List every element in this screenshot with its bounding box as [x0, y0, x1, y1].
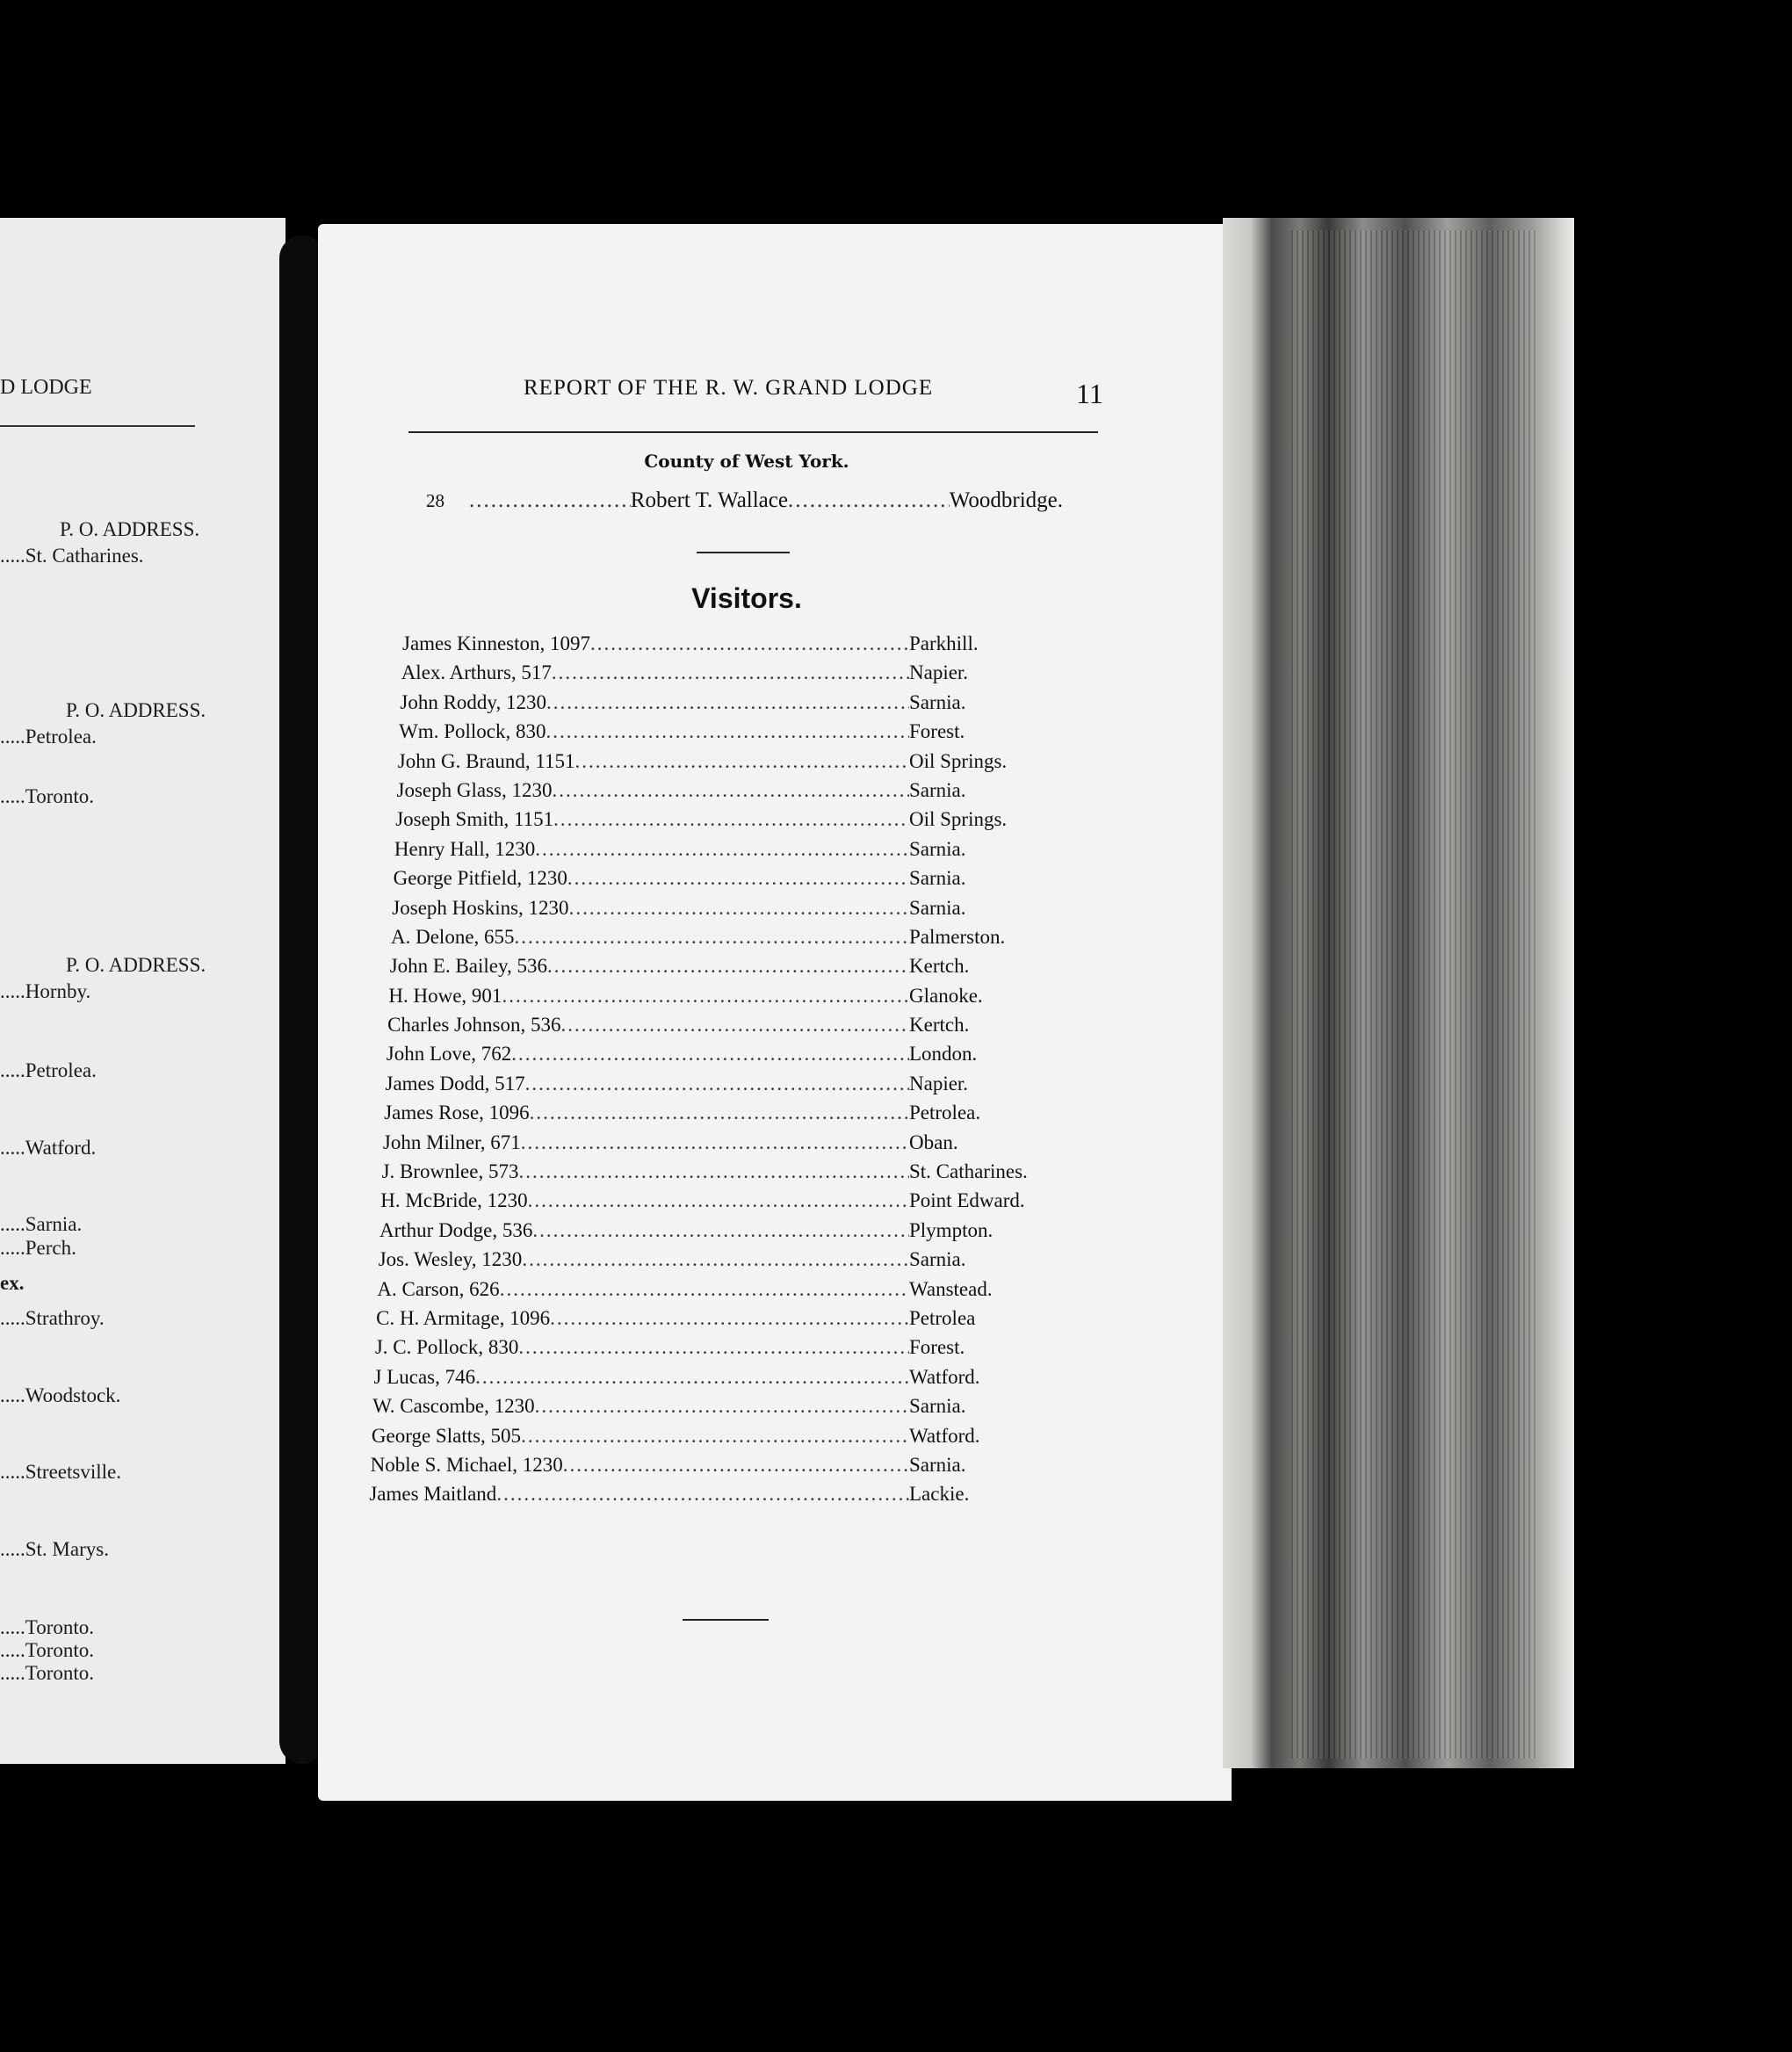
left-fragment: .....Toronto.	[0, 1662, 94, 1684]
leader-dots	[511, 1043, 909, 1066]
leader-dots	[521, 1131, 909, 1154]
visitor-place: Forest.	[909, 720, 965, 743]
visitor-name: C. H. Armitage, 1096	[376, 1306, 551, 1329]
left-fragment: .....Woodstock.	[0, 1384, 121, 1406]
visitor-row	[382, 1160, 1063, 1189]
end-rule	[683, 1619, 769, 1621]
visitor-place: Sarnia.	[909, 867, 966, 890]
left-fragment: .....Perch.	[0, 1237, 76, 1259]
county-entry	[426, 488, 1063, 513]
visitor-place: Forest.	[909, 1336, 965, 1359]
visitor-row	[395, 808, 1063, 837]
leader-dots	[518, 1160, 909, 1183]
leader-dots	[552, 661, 909, 684]
visitor-place: Watford.	[909, 1365, 980, 1388]
visitor-name: Joseph Smith, 1151	[395, 808, 554, 831]
visitor-row	[401, 661, 1063, 690]
visitor-place: St. Catharines.	[909, 1160, 1028, 1183]
leader-dots	[515, 926, 909, 949]
leader-dots	[532, 1219, 909, 1242]
leader-dots	[561, 1014, 909, 1037]
visitor-row	[402, 632, 1063, 661]
left-running-head: D LODGE	[0, 376, 92, 399]
visitor-name: James Dodd, 517	[385, 1072, 525, 1095]
visitor-row	[397, 779, 1064, 808]
county-heading: County of West York.	[644, 451, 849, 472]
left-fragment: .....Streetsville.	[0, 1461, 121, 1483]
visitor-place: Glanoke.	[909, 984, 983, 1007]
visitor-place: Watford.	[909, 1424, 980, 1447]
visitor-name: H. McBride, 1230	[380, 1189, 528, 1212]
visitor-name: George Pitfield, 1230	[393, 867, 567, 890]
member-name: Robert T. Wallace	[630, 488, 788, 512]
visitor-row	[392, 897, 1063, 926]
visitor-row	[379, 1248, 1063, 1277]
left-fragment: .....Watford.	[0, 1137, 97, 1159]
visitor-name: John Love, 762	[386, 1043, 512, 1066]
header-rule	[408, 431, 1098, 433]
visitor-row	[388, 985, 1063, 1014]
leader-dots	[552, 779, 909, 802]
visitor-row	[376, 1307, 1063, 1336]
leader-dots	[525, 1073, 909, 1095]
visitor-place: Palmerston.	[909, 925, 1006, 948]
visitor-row	[394, 838, 1063, 867]
visitor-name: John G. Braund, 1151	[397, 749, 575, 772]
left-fragment: .....Toronto.	[0, 1639, 94, 1661]
visitor-place: Oil Springs.	[909, 808, 1008, 831]
visitor-place: Kertch.	[909, 1014, 970, 1037]
visitor-name: J. C. Pollock, 830	[374, 1336, 519, 1359]
visitor-place: Sarnia.	[909, 837, 966, 860]
visitor-place: Petrolea	[909, 1306, 976, 1329]
visitor-name: Henry Hall, 1230	[394, 837, 536, 860]
leader-dots	[563, 1454, 909, 1477]
left-fragment: .....Petrolea.	[0, 726, 97, 748]
visitor-place: Point Edward.	[909, 1189, 1025, 1212]
visitor-place: Oil Springs.	[909, 749, 1008, 772]
visitor-row	[391, 926, 1063, 955]
leader-dots	[574, 750, 909, 773]
leader-dots	[569, 897, 909, 920]
visitor-name: John Roddy, 1230	[400, 690, 546, 713]
visitor-name: Wm. Pollock, 830	[399, 720, 546, 743]
leader-dots	[518, 1336, 909, 1359]
visitor-place: Petrolea.	[909, 1102, 981, 1124]
left-fragment: .....Petrolea.	[0, 1059, 97, 1081]
left-fragment: P. O. ADDRESS.	[66, 954, 206, 976]
left-fragment: .....Toronto.	[0, 1616, 94, 1638]
visitor-name: Joseph Hoskins, 1230	[392, 896, 569, 919]
left-fragment: P. O. ADDRESS.	[66, 699, 206, 721]
visitor-place: Kertch.	[909, 955, 970, 978]
visitor-name: Noble S. Michael, 1230	[370, 1453, 563, 1476]
visitor-name: J Lucas, 746	[373, 1365, 476, 1388]
page-edge-lines	[1291, 230, 1537, 1759]
visitor-name: Joseph Glass, 1230	[396, 778, 553, 801]
left-facing-page	[0, 218, 285, 1764]
visitor-row	[379, 1219, 1063, 1248]
visitor-row	[386, 1073, 1064, 1102]
left-fragment: .....Sarnia.	[0, 1213, 83, 1235]
visitor-row	[380, 1189, 1063, 1218]
left-fragment: ex.	[0, 1272, 25, 1294]
visitor-name: John Milner, 671	[382, 1131, 521, 1153]
visitor-name: A. Carson, 626	[377, 1277, 500, 1300]
running-head: REPORT OF THE R. W. GRAND LODGE	[524, 376, 934, 400]
visitor-name: Charles Johnson, 536	[387, 1014, 561, 1037]
leader-dots	[528, 1189, 909, 1212]
visitor-row	[400, 691, 1063, 720]
section-divider	[697, 552, 790, 553]
visitor-row	[369, 1483, 1063, 1512]
leader-dots	[500, 1278, 909, 1301]
visitor-name: W. Cascombe, 1230	[372, 1395, 535, 1418]
visitor-name: Jos. Wesley, 1230	[378, 1248, 523, 1271]
visitor-place: Napier.	[909, 661, 969, 684]
leader-dots	[469, 488, 631, 513]
visitor-name: James Kinneston, 1097	[402, 632, 591, 654]
visitor-name: A. Delone, 655	[391, 925, 515, 948]
leader-dots	[567, 867, 909, 890]
left-head-rule	[0, 425, 195, 427]
visitor-place: Sarnia.	[909, 690, 966, 713]
visitor-row	[375, 1336, 1063, 1365]
visitor-name: Arthur Dodge, 536	[379, 1218, 533, 1241]
leader-dots	[546, 691, 909, 714]
visitor-name: Alex. Arthurs, 517	[401, 661, 552, 684]
visitor-name: H. Howe, 901	[388, 984, 502, 1007]
visitor-place: Sarnia.	[909, 778, 966, 801]
visitor-row	[383, 1131, 1063, 1160]
visitor-row	[374, 1366, 1064, 1395]
left-fragment: .....St. Catharines.	[0, 545, 144, 567]
leader-dots	[496, 1483, 909, 1506]
leader-dots	[553, 808, 909, 831]
visitor-place: Lackie.	[909, 1483, 970, 1506]
visitor-row	[387, 1014, 1063, 1043]
member-address: Woodbridge.	[949, 488, 1063, 512]
visitor-row	[390, 955, 1063, 984]
visitor-name: James Maitland	[369, 1483, 497, 1506]
visitor-row	[384, 1102, 1063, 1131]
section-title: Visitors.	[691, 582, 802, 614]
left-fragment: P. O. ADDRESS.	[60, 518, 200, 540]
left-fragment: .....St. Marys.	[0, 1538, 109, 1560]
visitor-place: Sarnia.	[909, 896, 966, 919]
leader-dots	[550, 1307, 909, 1330]
visitor-place: Plympton.	[909, 1218, 994, 1241]
page-number: 11	[1076, 378, 1103, 409]
visitor-name: J. Brownlee, 573	[381, 1160, 519, 1183]
leader-dots	[535, 1395, 909, 1418]
leader-dots	[502, 985, 909, 1008]
left-fragment: .....Strathroy.	[0, 1307, 105, 1329]
visitor-row	[371, 1454, 1063, 1483]
visitor-place: Sarnia.	[909, 1395, 966, 1418]
visitor-name: George Slatts, 505	[371, 1424, 522, 1447]
visitor-place: Oban.	[909, 1131, 958, 1153]
visitor-place: Wanstead.	[909, 1277, 993, 1300]
visitor-row	[398, 750, 1063, 779]
visitor-row	[394, 867, 1063, 896]
visitors-list	[369, 632, 1063, 1513]
visitor-name: John E. Bailey, 536	[389, 955, 547, 978]
visitor-row	[372, 1425, 1063, 1454]
leader-dots	[521, 1425, 909, 1448]
visitor-row	[377, 1278, 1063, 1307]
leader-dots	[475, 1366, 909, 1389]
visitor-place: Parkhill.	[909, 632, 979, 654]
left-fragment: .....Hornby.	[0, 980, 91, 1002]
leader-dots	[788, 488, 950, 513]
leader-dots	[535, 838, 909, 861]
leader-dots	[522, 1248, 909, 1271]
leader-dots	[530, 1102, 909, 1124]
leader-dots	[546, 720, 909, 743]
visitor-place: Napier.	[909, 1072, 969, 1095]
visitor-row	[399, 720, 1063, 749]
visitor-place: Sarnia.	[909, 1453, 966, 1476]
left-fragment: .....Toronto.	[0, 785, 94, 807]
leader-dots	[547, 955, 909, 978]
lodge-number: 28	[426, 490, 444, 511]
visitor-row	[372, 1395, 1063, 1424]
visitor-place: Sarnia.	[909, 1248, 966, 1271]
visitor-name: James Rose, 1096	[384, 1102, 530, 1124]
leader-dots	[590, 632, 909, 655]
visitor-row	[387, 1043, 1063, 1072]
visitor-place: London.	[909, 1043, 978, 1066]
